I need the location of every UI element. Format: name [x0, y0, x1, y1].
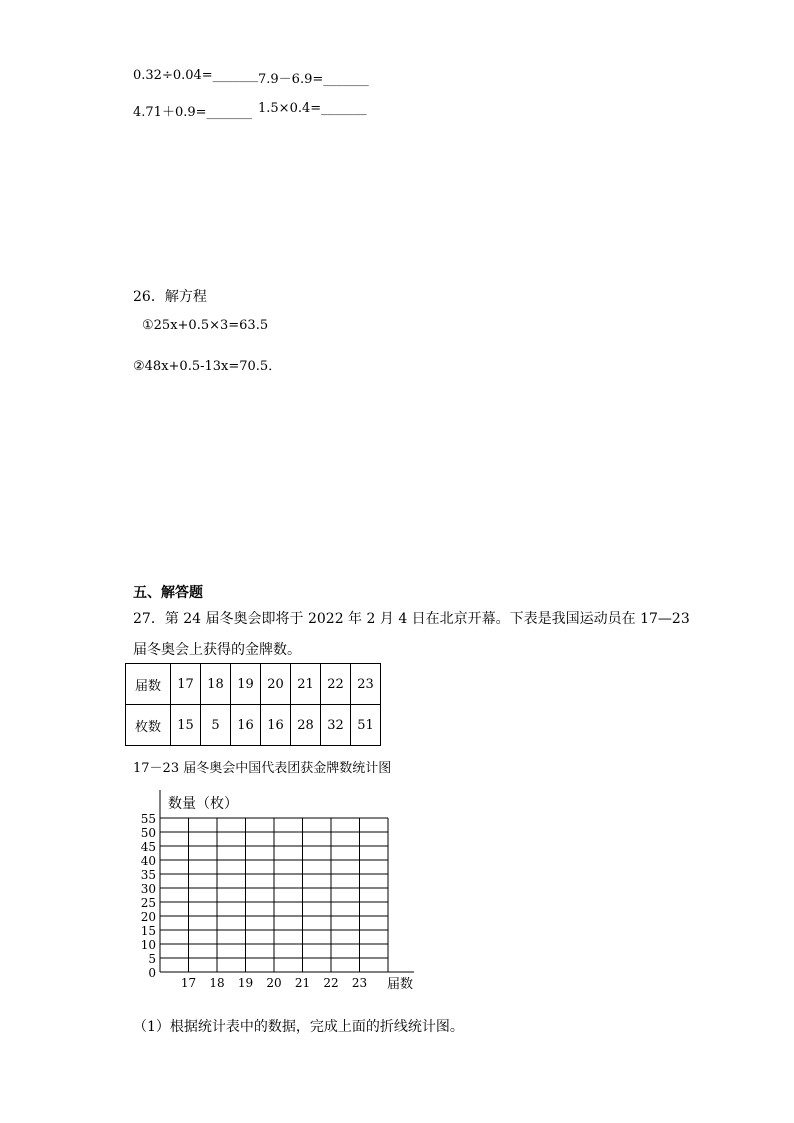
- y-tick-label: 20: [140, 910, 156, 924]
- q27-text-line2: 届冬奥会上获得的金牌数。: [133, 642, 301, 658]
- table-cell: 21: [291, 664, 321, 705]
- x-tick-label: 20: [266, 976, 282, 990]
- q26-title: 26．解方程: [133, 289, 207, 305]
- y-tick-label: 50: [140, 826, 156, 840]
- x-tick-label: 18: [209, 976, 225, 990]
- table-cell: 28: [291, 705, 321, 746]
- table-cell: 15: [171, 705, 201, 746]
- x-tick-label: 23: [351, 976, 368, 990]
- table-cell: 18: [201, 664, 231, 705]
- y-tick-label: 55: [140, 812, 156, 826]
- y-tick-label: 10: [140, 938, 156, 952]
- q26-equation-2: ②48x+0.5-13x=70.5．: [133, 359, 282, 374]
- y-tick-label: 40: [140, 854, 156, 868]
- table-cell: 22: [321, 664, 351, 705]
- x-tick-label: 22: [323, 976, 339, 990]
- y-tick-label: 5: [148, 952, 156, 966]
- table-cell: 32: [321, 705, 351, 746]
- table-cell: 23: [351, 664, 381, 705]
- calc-3: 4.71＋0.9=_______: [133, 105, 253, 120]
- table-cell: 16: [261, 705, 291, 746]
- x-axis-label: 届数: [387, 977, 414, 992]
- x-tick-label: 19: [237, 976, 254, 990]
- q26-equation-1: ①25x+0.5×3=63.5: [142, 318, 269, 333]
- y-tick-label: 0: [148, 966, 156, 980]
- y-tick-label: 45: [140, 840, 156, 854]
- x-tick-label: 17: [180, 976, 197, 990]
- section-heading: 五、解答题: [133, 585, 203, 601]
- q27-text-line1: 27．第 24 届冬奥会即将于 2022 年 2 月 4 日在北京开幕。下表是我国运动员在 17—23: [133, 611, 690, 627]
- chart-title: 17－23 届冬奥会中国代表团获金牌数统计图: [133, 761, 392, 776]
- table-cell: 19: [231, 664, 261, 705]
- table-cell: 20: [261, 664, 291, 705]
- q27-sub-question-1: （1）根据统计表中的数据，完成上面的折线统计图。: [133, 1019, 464, 1035]
- y-axis-label: 数量（枚）: [168, 796, 238, 812]
- calc-1: 0.32÷0.04=_______: [133, 68, 259, 83]
- table-cell: 17: [171, 664, 201, 705]
- y-tick-label: 30: [140, 882, 156, 896]
- table-cell: 51: [351, 705, 381, 746]
- x-tick-label: 21: [294, 976, 311, 990]
- calc-4: 1.5×0.4=_______: [258, 101, 367, 116]
- y-tick-label: 35: [140, 868, 156, 882]
- table-cell: 枚数: [126, 705, 171, 746]
- calc-2: 7.9－6.9=_______: [258, 72, 369, 87]
- y-tick-label: 25: [140, 896, 156, 910]
- y-tick-label: 15: [140, 924, 156, 938]
- table-cell: 16: [231, 705, 261, 746]
- table-cell: 5: [201, 705, 231, 746]
- table-cell: 届数: [126, 664, 171, 705]
